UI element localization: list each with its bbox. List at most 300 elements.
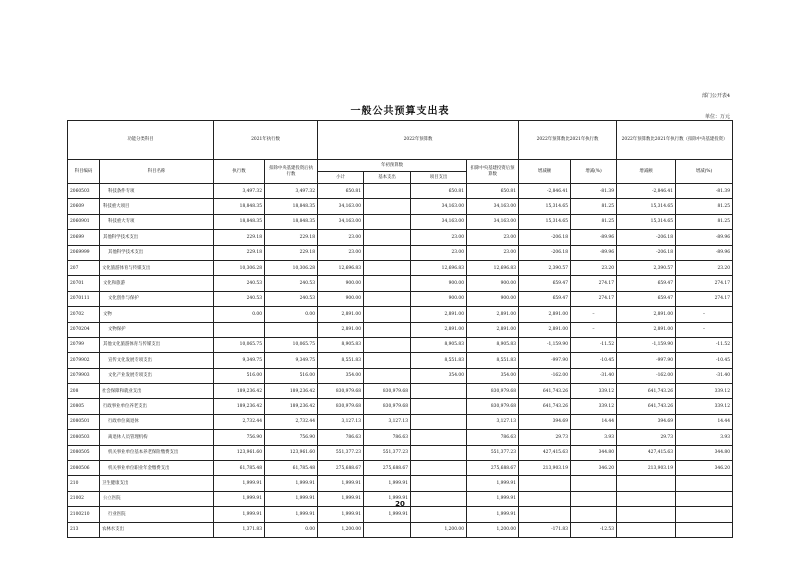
- cell-name: 宣传文化发展专项支出: [100, 353, 214, 368]
- cell-exec-excl: 3,497.32: [265, 184, 318, 199]
- cell-inc-pct: 81.25: [571, 199, 617, 214]
- cell-inc-amt: 2,390.57: [519, 260, 571, 275]
- cell-exec-excl: 516.00: [265, 368, 318, 383]
- header-subtotal: 小计: [318, 172, 364, 184]
- unit-label: 单位：万元: [704, 114, 730, 120]
- table-row: [68, 507, 733, 522]
- header-inc-amt-excl: 增减额: [617, 160, 676, 184]
- cell-inc-pct-excl: 81.25: [676, 214, 733, 229]
- cell-project: 8,551.83: [411, 353, 467, 368]
- cell-inc-amt-excl: 641,743.26: [617, 384, 676, 399]
- cell-project: 2,891.00: [411, 307, 467, 322]
- cell-code: 207: [68, 260, 100, 275]
- cell-name: 机关事业单位基本养老保险缴费支出: [100, 445, 214, 460]
- cell-basic: 1,999.91: [364, 476, 411, 491]
- table-row: [68, 260, 733, 275]
- cell-subtotal: 8,551.83: [318, 353, 364, 368]
- cell-subtotal: 23.00: [318, 230, 364, 245]
- header-code: 科目编码: [68, 160, 100, 184]
- cell-exec-excl: 18,848.35: [265, 214, 318, 229]
- cell-name: 文化产业发展专项支出: [100, 368, 214, 383]
- cell-inc-amt-excl: -2,846.41: [617, 184, 676, 199]
- cell-code: 20701: [68, 276, 100, 291]
- cell-name: 机关事业单位职业年金缴费支出: [100, 461, 214, 476]
- cell-subtotal: 2,891.00: [318, 307, 364, 322]
- cell-inc-pct: 81.25: [571, 214, 617, 229]
- cell-exec-excl: 18,848.35: [265, 199, 318, 214]
- table-row: [68, 291, 733, 306]
- cell-name: 卫生健康支出: [100, 476, 214, 491]
- cell-subtotal: 551,377.23: [318, 445, 364, 460]
- cell-exec: 0.00: [214, 307, 265, 322]
- cell-inc-amt-excl: 15,314.65: [617, 199, 676, 214]
- cell-subtotal: 12,696.83: [318, 260, 364, 275]
- cell-exec-excl: 229.18: [265, 245, 318, 260]
- cell-code: 20799: [68, 337, 100, 352]
- cell-code: 2100210: [68, 507, 100, 522]
- cell-budget-excl: 900.00: [467, 291, 519, 306]
- cell-exec-excl: 1,999.91: [265, 491, 318, 506]
- cell-inc-pct: -89.96: [571, 245, 617, 260]
- page-title: 一般公共预算支出表: [350, 106, 450, 117]
- cell-subtotal: 354.00: [318, 368, 364, 383]
- cell-inc-amt: 641,743.26: [519, 384, 571, 399]
- cell-exec: 1,999.91: [214, 476, 265, 491]
- cell-inc-amt-excl: -206.18: [617, 245, 676, 260]
- cell-subtotal: 2,891.00: [318, 322, 364, 337]
- cell-name: 离退休人员管理机构: [100, 430, 214, 445]
- cell-inc-amt: 427,415.63: [519, 445, 571, 460]
- cell-inc-pct-excl: 346.20: [676, 461, 733, 476]
- header-project: 项目支出: [411, 172, 467, 184]
- table-row: [68, 230, 733, 245]
- cell-basic: [364, 353, 411, 368]
- cell-project: 23.00: [411, 245, 467, 260]
- cell-inc-pct: 23.20: [571, 260, 617, 275]
- cell-exec-excl: 1,999.91: [265, 476, 318, 491]
- cell-basic: [364, 522, 411, 537]
- cell-basic: [364, 260, 411, 275]
- cell-basic: [364, 214, 411, 229]
- cell-project: [411, 430, 467, 445]
- budget-table: [67, 120, 733, 538]
- table-row: [68, 522, 733, 537]
- cell-exec-excl: 9,349.75: [265, 353, 318, 368]
- cell-project: 2,891.00: [411, 322, 467, 337]
- cell-subtotal: 8,905.83: [318, 337, 364, 352]
- cell-project: 34,163.00: [411, 214, 467, 229]
- header-budget-excl: 扣除中央基建投资后预算数: [467, 160, 519, 184]
- cell-exec: 1,999.91: [214, 491, 265, 506]
- cell-subtotal: 34,163.00: [318, 199, 364, 214]
- cell-code: 2079903: [68, 368, 100, 383]
- cell-project: 354.00: [411, 368, 467, 383]
- cell-code: 213: [68, 522, 100, 537]
- cell-exec: 123,961.60: [214, 445, 265, 460]
- cell-subtotal: 275,688.67: [318, 461, 364, 476]
- header-inc-pct: 增减(%): [571, 160, 617, 184]
- cell-basic: [364, 184, 411, 199]
- cell-exec: 240.53: [214, 291, 265, 306]
- header-annual: 年初预算数: [318, 160, 467, 172]
- cell-code: 2060901: [68, 214, 100, 229]
- cell-code: 2080505: [68, 445, 100, 460]
- cell-exec: 18,848.35: [214, 199, 265, 214]
- cell-inc-amt: 15,314.65: [519, 214, 571, 229]
- cell-inc-amt: -1,159.90: [519, 337, 571, 352]
- cell-inc-amt: [519, 507, 571, 522]
- cell-basic: [364, 291, 411, 306]
- table-row: [68, 353, 733, 368]
- cell-budget-excl: 830,979.68: [467, 399, 519, 414]
- cell-basic: [364, 276, 411, 291]
- cell-inc-amt-excl: -162.00: [617, 368, 676, 383]
- cell-inc-pct-excl: 3.93: [676, 430, 733, 445]
- cell-project: [411, 414, 467, 429]
- cell-inc-pct-excl: 344.80: [676, 445, 733, 460]
- header-2021: 2021年执行数: [214, 121, 318, 160]
- cell-inc-pct: 344.80: [571, 445, 617, 460]
- cell-inc-amt: -206.18: [519, 230, 571, 245]
- cell-basic: 1,999.91: [364, 491, 411, 506]
- cell-name: 行政单位离退休: [100, 414, 214, 429]
- cell-exec-excl: 61,785.48: [265, 461, 318, 476]
- cell-inc-pct-excl: 339.12: [676, 384, 733, 399]
- cell-inc-amt: 641,743.26: [519, 399, 571, 414]
- cell-inc-amt: -171.83: [519, 522, 571, 537]
- cell-inc-amt: 2,891.00: [519, 307, 571, 322]
- cell-inc-amt-excl: [617, 507, 676, 522]
- cell-inc-amt-excl: 2,891.00: [617, 307, 676, 322]
- cell-inc-amt: -997.90: [519, 353, 571, 368]
- cell-name: 文化旅游体育与传媒支出: [100, 260, 214, 275]
- cell-code: 20702: [68, 307, 100, 322]
- cell-budget-excl: 3,127.13: [467, 414, 519, 429]
- cell-inc-pct: 3.93: [571, 430, 617, 445]
- cell-project: 23.00: [411, 230, 467, 245]
- header-2022: 2022年预算数: [318, 121, 519, 160]
- table-row: [68, 384, 733, 399]
- cell-project: 650.81: [411, 184, 467, 199]
- cell-code: 21002: [68, 491, 100, 506]
- cell-project: 12,696.83: [411, 260, 467, 275]
- table-row: [68, 276, 733, 291]
- cell-subtotal: 1,999.91: [318, 491, 364, 506]
- cell-inc-amt-excl: 15,314.65: [617, 214, 676, 229]
- cell-project: [411, 507, 467, 522]
- cell-inc-pct: 346.20: [571, 461, 617, 476]
- cell-name: 社会保障和就业支出: [100, 384, 214, 399]
- cell-exec-excl: 240.53: [265, 276, 318, 291]
- table-row: [68, 399, 733, 414]
- cell-inc-amt-excl: 659.47: [617, 276, 676, 291]
- cell-inc-amt-excl: [617, 522, 676, 537]
- cell-subtotal: 23.00: [318, 245, 364, 260]
- cell-project: 900.00: [411, 291, 467, 306]
- cell-inc-amt-excl: 213,903.19: [617, 461, 676, 476]
- cell-inc-pct: -31.40: [571, 368, 617, 383]
- cell-code: 2079902: [68, 353, 100, 368]
- cell-inc-pct-excl: –: [676, 307, 733, 322]
- table-row: [68, 430, 733, 445]
- cell-exec-excl: 0.00: [265, 522, 318, 537]
- cell-inc-pct-excl: 81.25: [676, 199, 733, 214]
- cell-exec: [214, 322, 265, 337]
- cell-budget-excl: 830,979.68: [467, 384, 519, 399]
- cell-inc-pct: -81.39: [571, 184, 617, 199]
- cell-subtotal: 34,163.00: [318, 214, 364, 229]
- cell-name: 其他科学技术支出: [100, 245, 214, 260]
- cell-project: 34,163.00: [411, 199, 467, 214]
- cell-inc-amt: 659.47: [519, 291, 571, 306]
- cell-name: 行业医院: [100, 507, 214, 522]
- cell-inc-pct: 339.12: [571, 384, 617, 399]
- table-row: [68, 337, 733, 352]
- table-row: [68, 414, 733, 429]
- cell-budget-excl: 786.63: [467, 430, 519, 445]
- cell-budget-excl: 1,200.00: [467, 522, 519, 537]
- cell-exec: 240.53: [214, 276, 265, 291]
- cell-exec: 2,732.44: [214, 414, 265, 429]
- cell-exec: 516.00: [214, 368, 265, 383]
- cell-budget-excl: 354.00: [467, 368, 519, 383]
- cell-code: 20609: [68, 199, 100, 214]
- cell-inc-amt: -162.00: [519, 368, 571, 383]
- table-row: [68, 476, 733, 491]
- cell-inc-amt-excl: -997.90: [617, 353, 676, 368]
- cell-inc-pct: -11.52: [571, 337, 617, 352]
- header-exec: 执行数: [214, 160, 265, 184]
- cell-project: 900.00: [411, 276, 467, 291]
- cell-basic: [364, 337, 411, 352]
- cell-budget-excl: 23.00: [467, 245, 519, 260]
- cell-exec: 10,306.28: [214, 260, 265, 275]
- cell-basic: 275,688.67: [364, 461, 411, 476]
- cell-inc-amt: -206.18: [519, 245, 571, 260]
- cell-subtotal: 786.63: [318, 430, 364, 445]
- cell-budget-excl: 2,891.00: [467, 307, 519, 322]
- cell-exec-excl: 189,236.42: [265, 399, 318, 414]
- cell-subtotal: 830,979.68: [318, 399, 364, 414]
- cell-basic: 830,979.68: [364, 384, 411, 399]
- header-inc-pct-excl: 增减(%): [676, 160, 733, 184]
- table-row: [68, 245, 733, 260]
- cell-inc-amt-excl: 2,891.00: [617, 322, 676, 337]
- cell-name: 科技条件专项: [100, 184, 214, 199]
- cell-budget-excl: 650.81: [467, 184, 519, 199]
- cell-exec: 1,999.91: [214, 507, 265, 522]
- header-func-class: 功能分类科目: [68, 121, 214, 160]
- cell-exec-excl: [265, 322, 318, 337]
- cell-name: 农林水支出: [100, 522, 214, 537]
- cell-code: 20699: [68, 230, 100, 245]
- cell-budget-excl: 1,999.91: [467, 491, 519, 506]
- cell-inc-pct: –: [571, 307, 617, 322]
- cell-inc-amt: -2,846.41: [519, 184, 571, 199]
- cell-basic: 786.63: [364, 430, 411, 445]
- cell-inc-pct-excl: -11.52: [676, 337, 733, 352]
- cell-inc-amt-excl: -206.18: [617, 230, 676, 245]
- table-row: [68, 214, 733, 229]
- cell-budget-excl: 900.00: [467, 276, 519, 291]
- cell-exec-excl: 0.00: [265, 307, 318, 322]
- cell-subtotal: 1,999.91: [318, 507, 364, 522]
- cell-project: [411, 399, 467, 414]
- cell-exec: 756.90: [214, 430, 265, 445]
- cell-code: 2069999: [68, 245, 100, 260]
- cell-inc-pct: [571, 476, 617, 491]
- cell-subtotal: 650.81: [318, 184, 364, 199]
- cell-inc-pct-excl: 23.20: [676, 260, 733, 275]
- cell-inc-pct-excl: [676, 476, 733, 491]
- cell-inc-pct: -10.45: [571, 353, 617, 368]
- cell-basic: [364, 307, 411, 322]
- cell-subtotal: 830,979.68: [318, 384, 364, 399]
- cell-basic: 830,979.68: [364, 399, 411, 414]
- cell-inc-amt-excl: 394.69: [617, 414, 676, 429]
- table-row: [68, 199, 733, 214]
- cell-inc-amt-excl: 641,743.26: [617, 399, 676, 414]
- cell-inc-pct: 339.12: [571, 399, 617, 414]
- cell-project: 1,200.00: [411, 522, 467, 537]
- cell-subtotal: 3,127.13: [318, 414, 364, 429]
- cell-inc-pct: -12.53: [571, 522, 617, 537]
- cell-exec-excl: 10,306.28: [265, 260, 318, 275]
- cell-exec: 10,065.75: [214, 337, 265, 352]
- cell-exec: 189,236.42: [214, 399, 265, 414]
- header-name: 科目名称: [100, 160, 214, 184]
- table-row: [68, 368, 733, 383]
- cell-project: [411, 384, 467, 399]
- cell-inc-pct-excl: -89.96: [676, 230, 733, 245]
- cell-subtotal: 900.00: [318, 276, 364, 291]
- cell-inc-amt-excl: 2,390.57: [617, 260, 676, 275]
- cell-project: [411, 445, 467, 460]
- cell-basic: [364, 368, 411, 383]
- cell-inc-pct-excl: [676, 507, 733, 522]
- cell-budget-excl: 23.00: [467, 230, 519, 245]
- cell-exec-excl: 10,065.75: [265, 337, 318, 352]
- cell-inc-pct: 274.17: [571, 291, 617, 306]
- cell-inc-amt-excl: 29.73: [617, 430, 676, 445]
- cell-name: 文化和旅游: [100, 276, 214, 291]
- cell-name: 行政事业单位养老支出: [100, 399, 214, 414]
- cell-inc-pct: -89.96: [571, 230, 617, 245]
- cell-inc-amt-excl: -1,159.90: [617, 337, 676, 352]
- cell-budget-excl: 12,696.83: [467, 260, 519, 275]
- cell-inc-amt: [519, 476, 571, 491]
- cell-basic: [364, 322, 411, 337]
- cell-name: 其他文化旅游体育与传媒支出: [100, 337, 214, 352]
- cell-project: [411, 461, 467, 476]
- header-exec-excl: 扣除中央基建投资后执行数: [265, 160, 318, 184]
- cell-code: 20805: [68, 399, 100, 414]
- cell-inc-amt-excl: 427,415.63: [617, 445, 676, 460]
- cell-name: 文化创作与保护: [100, 291, 214, 306]
- cell-budget-excl: 34,163.00: [467, 199, 519, 214]
- cell-inc-pct: [571, 507, 617, 522]
- cell-exec: 9,349.75: [214, 353, 265, 368]
- cell-inc-amt: 659.47: [519, 276, 571, 291]
- cell-inc-pct-excl: -10.45: [676, 353, 733, 368]
- header-compare-excl: 2022年预算数比2021年执行数（扣除中央基建投资）: [617, 121, 733, 160]
- cell-inc-amt: 29.73: [519, 430, 571, 445]
- cell-code: 210: [68, 476, 100, 491]
- cell-exec: 3,497.32: [214, 184, 265, 199]
- cell-exec: 189,236.42: [214, 384, 265, 399]
- cell-budget-excl: 34,163.00: [467, 214, 519, 229]
- cell-code: 2070111: [68, 291, 100, 306]
- cell-exec: 61,785.48: [214, 461, 265, 476]
- cell-basic: 1,999.91: [364, 507, 411, 522]
- cell-inc-amt-excl: 659.47: [617, 291, 676, 306]
- cell-name: 科技重大专项: [100, 214, 214, 229]
- cell-exec-excl: 1,999.91: [265, 507, 318, 522]
- table-row: [68, 307, 733, 322]
- cell-inc-pct-excl: –: [676, 322, 733, 337]
- cell-inc-pct-excl: 274.17: [676, 291, 733, 306]
- cell-subtotal: 900.00: [318, 291, 364, 306]
- table-row: [68, 322, 733, 337]
- table-row: [68, 445, 733, 460]
- cell-inc-pct-excl: 14.44: [676, 414, 733, 429]
- cell-inc-amt-excl: [617, 476, 676, 491]
- page-number: 20: [395, 500, 405, 508]
- cell-budget-excl: 1,999.91: [467, 507, 519, 522]
- cell-inc-amt: 2,891.00: [519, 322, 571, 337]
- cell-code: 208: [68, 384, 100, 399]
- cell-exec-excl: 240.53: [265, 291, 318, 306]
- cell-inc-pct-excl: -89.96: [676, 245, 733, 260]
- cell-exec-excl: 229.18: [265, 230, 318, 245]
- cell-project: [411, 476, 467, 491]
- cell-code: 2080503: [68, 430, 100, 445]
- cell-budget-excl: 8,551.83: [467, 353, 519, 368]
- cell-inc-pct-excl: -81.39: [676, 184, 733, 199]
- cell-code: 2080501: [68, 414, 100, 429]
- cell-code: 2060503: [68, 184, 100, 199]
- cell-name: 文物保护: [100, 322, 214, 337]
- header-inc-amt: 增减额: [519, 160, 571, 184]
- cell-exec-excl: 2,732.44: [265, 414, 318, 429]
- header-compare: 2022年预算数比2021年执行数: [519, 121, 617, 160]
- cell-basic: [364, 199, 411, 214]
- table-row: [68, 184, 733, 199]
- cell-basic: 3,127.13: [364, 414, 411, 429]
- cell-project: 8,905.83: [411, 337, 467, 352]
- cell-inc-pct: 274.17: [571, 276, 617, 291]
- cell-budget-excl: 8,905.83: [467, 337, 519, 352]
- cell-budget-excl: 1,999.91: [467, 476, 519, 491]
- cell-code: 2080506: [68, 461, 100, 476]
- cell-name: 科技重大项目: [100, 199, 214, 214]
- cell-inc-amt: 394.69: [519, 414, 571, 429]
- cell-exec: 229.18: [214, 230, 265, 245]
- cell-basic: 551,377.23: [364, 445, 411, 460]
- cell-exec-excl: 189,236.42: [265, 384, 318, 399]
- cell-exec: 18,848.35: [214, 214, 265, 229]
- cell-budget-excl: 551,377.23: [467, 445, 519, 460]
- cell-name: 其他科学技术支出: [100, 230, 214, 245]
- cell-inc-pct: –: [571, 322, 617, 337]
- cell-inc-amt: 15,314.65: [519, 199, 571, 214]
- cell-basic: [364, 245, 411, 260]
- cell-inc-pct-excl: 274.17: [676, 276, 733, 291]
- cell-name: 文物: [100, 307, 214, 322]
- cell-subtotal: 1,999.91: [318, 476, 364, 491]
- cell-name: 公立医院: [100, 491, 214, 506]
- cell-inc-pct-excl: [676, 522, 733, 537]
